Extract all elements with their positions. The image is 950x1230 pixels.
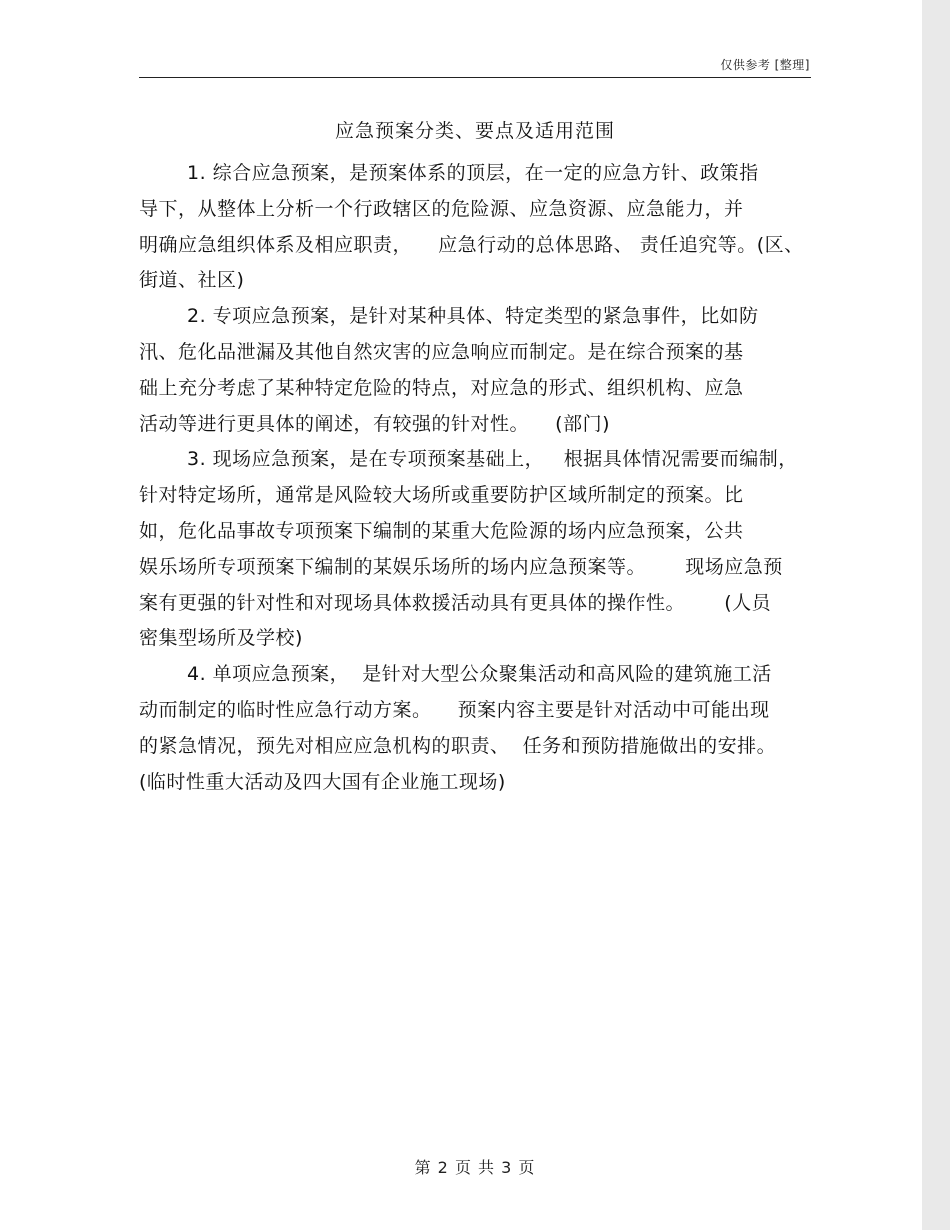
paragraph-line: 娱乐场所专项预案下编制的某娱乐场所的场内应急预案等。 现场应急预: [139, 555, 783, 578]
paragraph-line: 如，危化品事故专项预案下编制的某重大危险源的场内应急预案，公共: [139, 519, 744, 542]
paragraph-line: 街道、社区): [139, 269, 245, 292]
paragraph-line: 1. 综合应急预案，是预案体系的顶层，在一定的应急方针、政策指: [187, 162, 759, 184]
paragraph-line: 明确应急组织体系及相应职责， 应急行动的总体思路、 责任追究等。(区、: [139, 233, 804, 256]
document-body: [139, 160, 819, 804]
page-header: 仅供参考 [整理]: [720, 58, 810, 72]
paragraph-line: 动而制定的临时性应急行动方案。 预案内容主要是针对活动中可能出现: [139, 698, 770, 721]
paragraph-1: [139, 160, 819, 303]
document-title: 应急预案分类、要点及适用范围: [334, 120, 615, 142]
paragraph-line: 的紧急情况，预先对相应应急机构的职责、 任务和预防措施做出的安排。: [139, 734, 777, 757]
paragraph-line: 3. 现场应急预案，是在专项预案基础上， 根据具体情况需要而编制，: [187, 448, 798, 471]
page-number-footer: 第 2 页 共 3 页: [414, 1158, 536, 1177]
paragraph-line: 案有更强的针对性和对现场具体救援活动具有更具体的操作性。 (人员: [139, 591, 772, 614]
paragraph-line: 导下，从整体上分析一个行政辖区的危险源、应急资源、应急能力，并: [139, 197, 744, 220]
paragraph-line: 2. 专项应急预案，是针对某种具体、特定类型的紧急事件，比如防: [187, 305, 759, 328]
paragraph-3: [139, 446, 819, 661]
paragraph-line: 础上充分考虑了某种特定危险的特点，对应急的形式、组织机构、应急: [139, 376, 744, 399]
paragraph-2: [139, 303, 819, 446]
paragraph-4: [139, 661, 819, 804]
paragraph-line: 密集型场所及学校): [139, 627, 303, 650]
paragraph-line: 活动等进行更具体的阐述，有较强的针对性。 (部门): [139, 412, 610, 435]
paragraph-line: 汛、危化品泄漏及其他自然灾害的应急响应而制定。是在综合预案的基: [139, 340, 744, 363]
paragraph-line: 4. 单项应急预案， 是针对大型公众聚集活动和高风险的建筑施工活: [187, 663, 772, 686]
paragraph-line: (临时性重大活动及四大国有企业施工现场): [139, 770, 506, 793]
header-divider: [139, 77, 811, 78]
paragraph-line: 针对特定场所，通常是风险较大场所或重要防护区域所制定的预案。比: [139, 484, 744, 507]
